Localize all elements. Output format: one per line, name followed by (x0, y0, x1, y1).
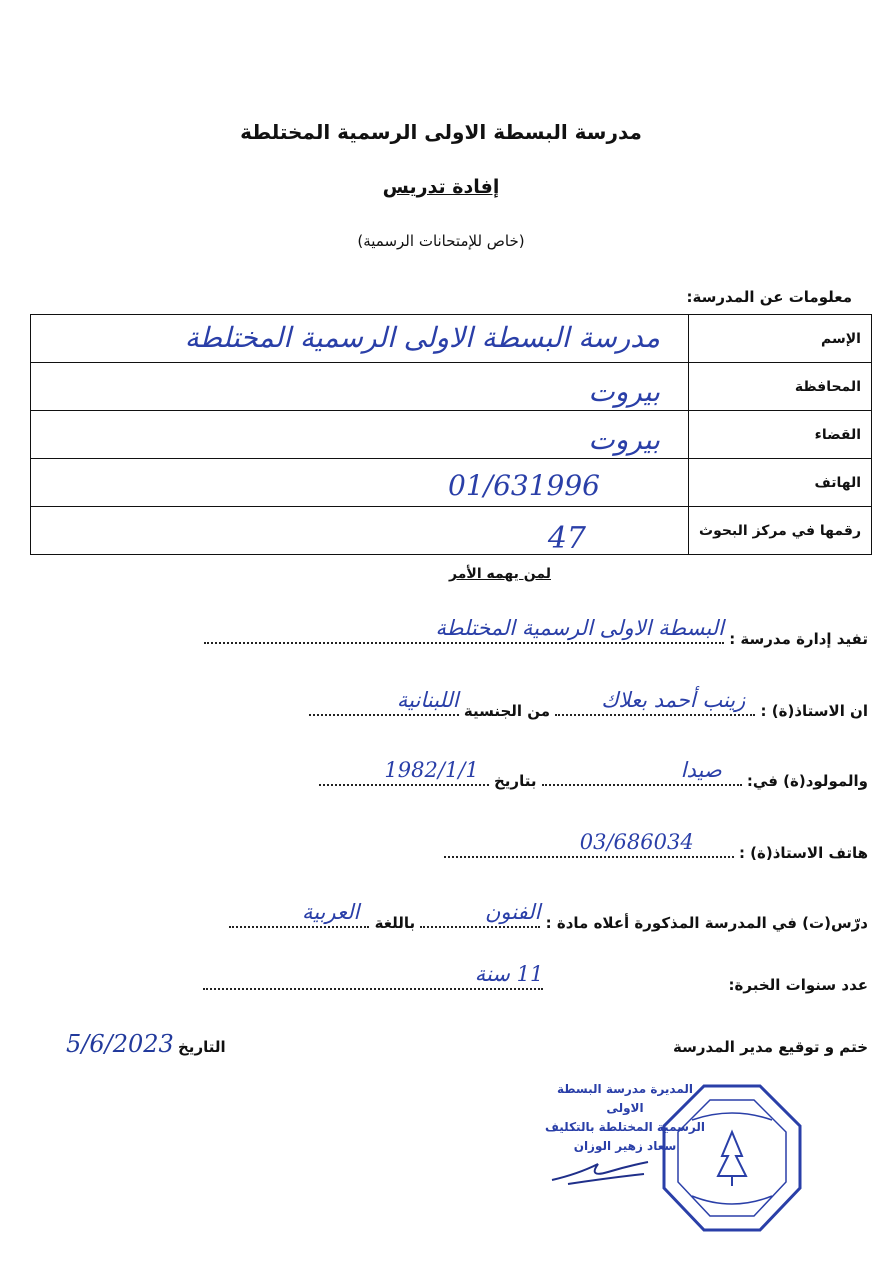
governorate-label: المحافظة (689, 363, 872, 411)
birthplace-label: والمولود(ة) في: (746, 772, 868, 790)
birthplace-value: صيدا (680, 758, 722, 782)
signature-scribble-icon (548, 1150, 658, 1190)
school-info-table (30, 314, 872, 555)
governorate-value: بيروت (588, 375, 660, 408)
table-row (31, 411, 872, 459)
school-admin-value: البسطة الاولى الرسمية المختلطة (435, 616, 724, 640)
teacher-phone-dots (444, 830, 734, 858)
district-value: بيروت (588, 423, 660, 456)
date-value: 5/6/2023 (66, 1030, 174, 1058)
district-cell (31, 411, 689, 459)
table-row (31, 363, 872, 411)
document-subtitle: (خاص للإمتحانات الرسمية) (357, 232, 525, 250)
school-seal-icon (652, 1080, 812, 1240)
subject-label: درّس(ت) في المدرسة المذكورة أعلاه مادة : (545, 914, 868, 932)
birthplace-dots (542, 758, 742, 786)
name-cell (31, 315, 689, 363)
school-admin-line (204, 616, 868, 648)
subject-value: الفنون (484, 900, 541, 924)
language-label: باللغة (374, 914, 416, 932)
to-whom-heading: لمن يهمه الأمر (449, 566, 551, 582)
governorate-cell (31, 363, 689, 411)
school-info-label: معلومات عن المدرسة: (686, 288, 852, 306)
teacher-phone-line (444, 830, 868, 862)
school-title: مدرسة البسطة الاولى الرسمية المختلطة (240, 120, 642, 144)
birth-line (319, 758, 868, 790)
school-admin-dots (204, 616, 724, 644)
teacher-name-value: زينب أحمد بعلاك (601, 688, 746, 712)
name-label: الإسم (689, 315, 872, 363)
table-row (31, 507, 872, 555)
name-value: مدرسة البسطة الاولى الرسمية المختلطة (184, 321, 660, 354)
teacher-phone-value: 03/686034 (579, 830, 694, 854)
teacher-line (309, 688, 868, 720)
signature-label: ختم و توقيع مدير المدرسة (672, 1038, 868, 1056)
experience-label: عدد سنوات الخبرة: (728, 976, 868, 994)
birthdate-label: بتاريخ (493, 772, 537, 790)
stamp-line-3: سعاد زهير الوزان (573, 1139, 677, 1153)
teacher-name-dots (555, 688, 755, 716)
subject-line (229, 900, 868, 932)
experience-dots (203, 962, 544, 990)
table-row (31, 459, 872, 507)
language-dots (229, 900, 369, 928)
nationality-value: اللبنانية (396, 688, 459, 712)
phone-value: 01/631996 (448, 469, 600, 502)
nationality-label: من الجنسية (463, 702, 551, 720)
phone-label: الهاتف (689, 459, 872, 507)
experience-line (203, 962, 868, 994)
stamp-line-1: المديرة مدرسة البسطة الاولى (556, 1082, 694, 1115)
subject-dots (420, 900, 541, 928)
research-number-value: 47 (547, 521, 586, 556)
district-label: القضاء (689, 411, 872, 459)
date-label: التاريخ (178, 1038, 226, 1056)
language-value: العربية (301, 900, 360, 924)
phone-cell (31, 459, 689, 507)
birthdate-dots (319, 758, 489, 786)
table-row (31, 315, 872, 363)
school-admin-label: تفيد إدارة مدرسة : (729, 630, 868, 648)
research-number-cell (31, 507, 689, 555)
teacher-phone-label: هاتف الاستاذ(ة) : (738, 844, 868, 862)
stamp-line-2: الرسمية المختلطة بالتكليف (544, 1120, 706, 1134)
research-number-label: رقمها في مركز البحوث (689, 507, 872, 555)
nationality-dots (309, 688, 459, 716)
birthdate-value: 1982/1/1 (384, 758, 479, 782)
teacher-label: ان الاستاذ(ة) : (760, 702, 868, 720)
document-type: إفادة تدريس (382, 176, 500, 198)
experience-value: 11 سنة (474, 962, 544, 986)
